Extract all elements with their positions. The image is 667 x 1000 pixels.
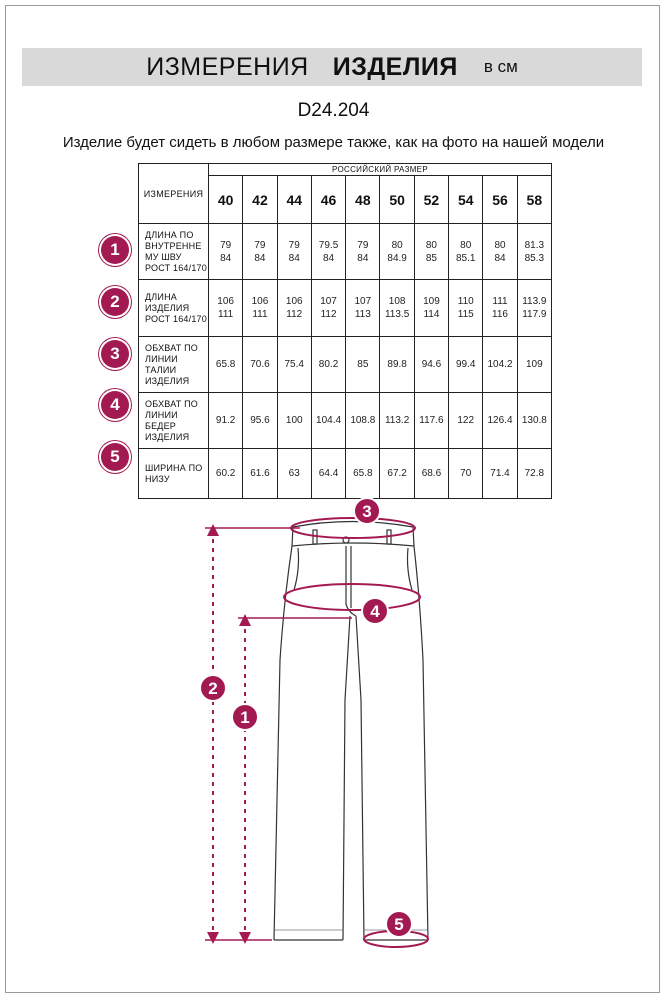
value-line: 85: [357, 359, 369, 370]
measurement-label-line: ИЗДЕЛИЯ: [145, 302, 190, 313]
russian-size-header: РОССИЙСКИЙ РАЗМЕР: [209, 164, 552, 176]
value-line: 60.2: [215, 468, 236, 479]
value-line: 80: [494, 239, 506, 251]
value-line: 104.2: [487, 359, 513, 370]
measurement-label-line: ИЗДЕЛИЯ: [145, 375, 190, 386]
value-line: 84: [322, 252, 335, 264]
value-line: 63: [288, 468, 300, 479]
svg-text:3: 3: [362, 502, 372, 521]
value-line: 65.8: [215, 359, 236, 370]
value-line: 115: [457, 309, 474, 320]
title-part1: ИЗМЕРЕНИЯ: [146, 52, 309, 81]
value-line: 79: [220, 239, 232, 251]
value-line: 80: [460, 239, 472, 251]
measurement-label-line: ДЛИНА: [145, 291, 177, 302]
value-line: 95.6: [250, 415, 270, 426]
measurement-label-line: МУ ШВУ: [145, 251, 182, 262]
svg-text:4: 4: [370, 602, 380, 621]
row-badge-3: 3: [101, 340, 129, 368]
value-line: 107: [354, 296, 372, 307]
value-line: 106: [285, 296, 303, 307]
svg-text:1: 1: [240, 708, 250, 727]
value-line: 116: [492, 309, 508, 320]
row-badge-5: 5: [101, 443, 129, 471]
value-line: 64.4: [318, 468, 339, 479]
fit-note: Изделие будет сидеть в любом размере также, как на фото на нашей модели: [62, 134, 605, 151]
value-line: 108.8: [350, 415, 376, 426]
value-line: 99.4: [455, 359, 476, 370]
value-line: 113.9: [522, 296, 547, 307]
value-line: 75.4: [284, 359, 304, 370]
value-line: 113.2: [384, 415, 410, 426]
value-line: 130.8: [521, 415, 547, 426]
diagram-badge-1: [232, 704, 258, 730]
value-line: 122: [457, 415, 475, 426]
article-number: D24.204: [297, 100, 370, 121]
value-line: 109: [526, 359, 543, 370]
row-badge-1: 1: [101, 236, 129, 264]
size-header-58: 58: [517, 176, 551, 224]
value-line: 111: [218, 309, 234, 320]
measurement-label-line: ДЛИНА ПО: [145, 229, 194, 240]
value-line: 72.8: [524, 468, 545, 479]
value-line: 80.2: [318, 359, 339, 370]
diagram-badge-2: [200, 675, 226, 701]
measurements-header: ИЗМЕРЕНИЯ: [139, 164, 209, 224]
diagram-badge-3: [354, 498, 380, 524]
value-line: 91.2: [215, 415, 236, 426]
measurement-label-line: РОСТ 164/170: [145, 313, 207, 324]
size-header-50: 50: [380, 176, 414, 224]
measurement-label-line: ИЗДЕЛИЯ: [145, 431, 190, 442]
measurement-label-line: ОБХВАТ ПО: [145, 342, 198, 353]
value-line: 100: [285, 415, 303, 426]
measurement-label-line: БЕДЕР: [145, 420, 177, 431]
size-header-56: 56: [483, 176, 517, 224]
size-header-42: 42: [243, 176, 277, 224]
size-header-44: 44: [277, 176, 311, 224]
value-line: 113.5: [384, 309, 410, 320]
value-line: 79: [357, 239, 369, 251]
measurement-label-line: ШИРИНА ПО: [145, 462, 203, 473]
size-header-46: 46: [311, 176, 345, 224]
value-line: 110: [457, 296, 474, 307]
diagram-badge-5: [386, 911, 412, 937]
measurement-label-line: ЛИНИИ: [145, 409, 178, 420]
value-line: 84: [288, 252, 300, 264]
value-line: 71.4: [490, 468, 510, 479]
value-line: 84: [220, 252, 232, 264]
value-line: 85: [425, 252, 437, 264]
value-line: 85.3: [524, 252, 545, 264]
value-line: 79: [254, 239, 266, 251]
value-line: 84.9: [387, 252, 407, 264]
value-line: 65.8: [353, 468, 373, 479]
value-line: 114: [423, 309, 440, 320]
size-header-54: 54: [449, 176, 483, 224]
value-line: 70: [460, 468, 472, 479]
measurement-label-line: ЛИНИИ: [145, 353, 178, 364]
value-line: 117.9: [522, 309, 547, 320]
value-line: 67.2: [387, 468, 407, 479]
value-line: 94.6: [421, 359, 442, 370]
size-header-48: 48: [346, 176, 380, 224]
value-line: 126.4: [487, 415, 513, 426]
diagram-badge-4: [362, 598, 388, 624]
value-line: 109: [423, 296, 440, 307]
value-line: 79.5: [318, 239, 339, 251]
measurement-label-line: ВНУТРЕННЕ: [145, 240, 202, 251]
value-line: 79: [288, 239, 300, 251]
measurement-label-line: ТАЛИИ: [145, 364, 177, 375]
svg-text:2: 2: [208, 679, 218, 698]
value-line: 84: [254, 252, 266, 264]
value-line: 80: [391, 239, 403, 251]
value-line: 113: [354, 309, 371, 320]
size-header-40: 40: [209, 176, 243, 224]
value-line: 117.6: [419, 415, 444, 426]
size-header-52: 52: [414, 176, 448, 224]
value-line: 85.1: [455, 252, 476, 264]
value-line: 84: [357, 252, 369, 264]
row-badge-4: 4: [101, 391, 129, 419]
value-line: 111: [252, 309, 268, 320]
value-line: 61.6: [250, 468, 270, 479]
svg-text:5: 5: [394, 915, 404, 934]
value-line: 112: [320, 309, 337, 320]
value-line: 70.6: [250, 359, 270, 370]
value-line: 81.3: [524, 239, 545, 251]
value-line: 84: [494, 252, 506, 264]
value-line: 68.6: [421, 468, 442, 479]
measurement-label-line: НИЗУ: [145, 473, 170, 484]
value-line: 80: [425, 239, 437, 251]
measurement-label-line: ОБХВАТ ПО: [145, 398, 198, 409]
value-line: 108: [388, 296, 406, 307]
measurement-label-line: РОСТ 164/170: [145, 262, 207, 273]
title-part2: ИЗДЕЛИЯ: [332, 52, 458, 81]
row-badge-2: 2: [101, 288, 129, 316]
value-line: 106: [251, 296, 269, 307]
value-line: 112: [286, 309, 303, 320]
value-line: 106: [217, 296, 234, 307]
value-line: 107: [320, 296, 337, 307]
value-line: 111: [492, 296, 508, 307]
value-line: 104.4: [316, 415, 342, 426]
title-unit: в см: [483, 57, 518, 76]
value-line: 89.8: [387, 359, 407, 370]
